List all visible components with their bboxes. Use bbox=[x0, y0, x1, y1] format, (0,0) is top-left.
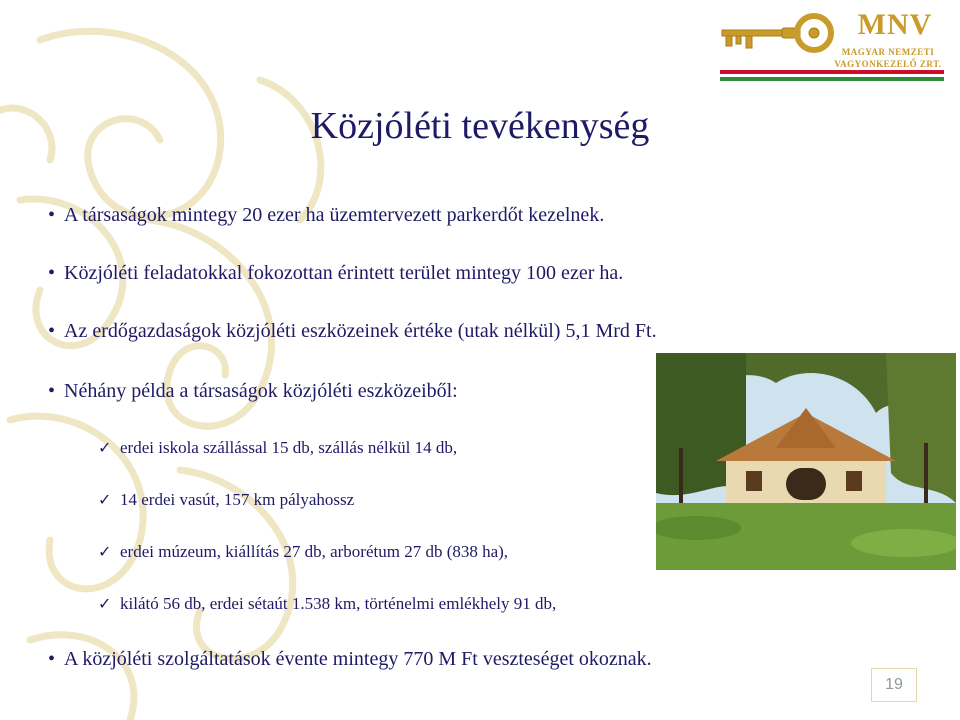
logo-subtitle-line-1: MAGYAR NEMZETI bbox=[841, 47, 935, 57]
bullet-item bbox=[48, 262, 623, 285]
slide-title: Közjóléti tevékenység bbox=[310, 105, 650, 147]
checkmark-icon: ✓ bbox=[98, 542, 112, 561]
bullet-glyph: • bbox=[48, 648, 56, 670]
bullet-text: Néhány példa a társaságok közjóléti eszközeiből: bbox=[64, 380, 458, 402]
bullet-text: Közjóléti feladatokkal fokozottan érintett terület mintegy 100 ezer ha. bbox=[64, 262, 624, 284]
check-text: erdei iskola szállással 15 db, szállás nélkül 14 db, bbox=[120, 438, 458, 457]
check-item bbox=[98, 490, 354, 510]
check-text: 14 erdei vasút, 157 km pályahossz bbox=[120, 490, 355, 509]
check-text: kilátó 56 db, erdei sétaút 1.538 km, történelmi emlékhely 91 db, bbox=[120, 594, 557, 613]
logo-subtitle-line-2: VAGYONKEZELŐ ZRT. bbox=[834, 59, 942, 69]
forest-school-photo bbox=[656, 353, 956, 570]
bullet-item bbox=[48, 320, 657, 343]
check-item bbox=[98, 594, 556, 614]
check-item bbox=[98, 542, 508, 562]
bullet-glyph: • bbox=[48, 380, 56, 402]
bullet-glyph: • bbox=[48, 320, 56, 342]
bullet-glyph: • bbox=[48, 262, 56, 284]
logo-wordmark: MNV bbox=[857, 8, 933, 41]
bullet-glyph: • bbox=[48, 204, 56, 226]
checkmark-icon: ✓ bbox=[98, 438, 112, 457]
bullet-text: A társaságok mintegy 20 ezer ha üzemtervezett parkerdőt kezelnek. bbox=[64, 204, 605, 226]
check-item bbox=[98, 438, 457, 458]
bullet-text: Az erdőgazdaságok közjóléti eszközeinek értéke (utak nélkül) 5,1 Mrd Ft. bbox=[64, 320, 657, 342]
bullet-item bbox=[48, 204, 604, 227]
page-number: 19 bbox=[871, 668, 917, 702]
check-text: erdei múzeum, kiállítás 27 db, arborétum 27 db (838 ha), bbox=[120, 542, 509, 561]
checkmark-icon: ✓ bbox=[98, 490, 112, 509]
bullet-item bbox=[48, 380, 458, 403]
logo-subtitle bbox=[818, 46, 958, 70]
bullet-item-final bbox=[48, 648, 652, 671]
checkmark-icon: ✓ bbox=[98, 594, 112, 613]
bullet-text: A közjóléti szolgáltatások évente mintegy 770 M Ft veszteséget okoznak. bbox=[64, 648, 652, 670]
